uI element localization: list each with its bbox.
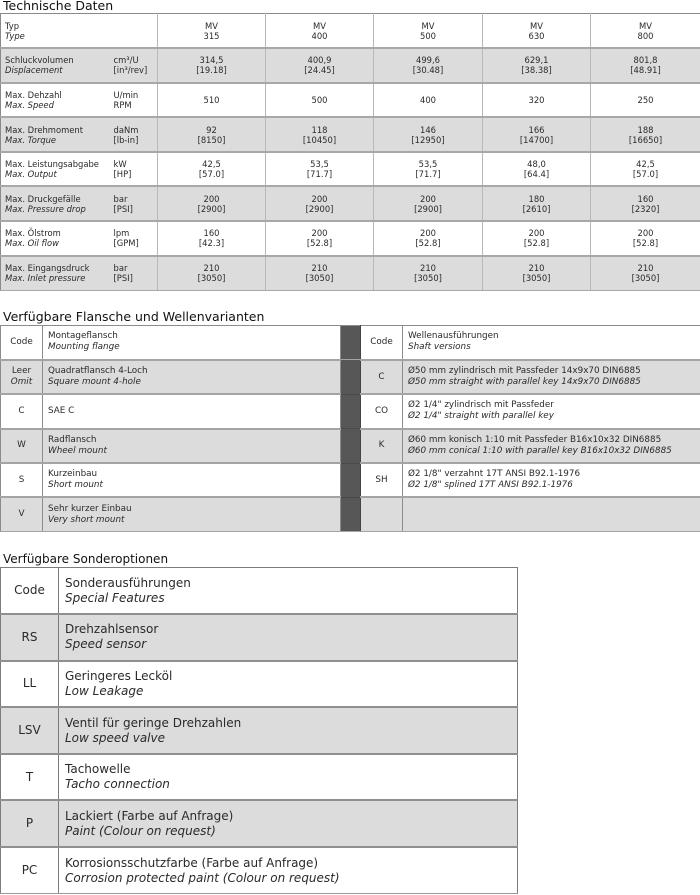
model-name: MV xyxy=(639,20,652,31)
special-option-row xyxy=(1,707,518,754)
value-cell xyxy=(158,186,266,221)
value-imperial: [57.0] xyxy=(632,169,659,180)
value-cell xyxy=(483,186,591,221)
value-imperial: [57.0] xyxy=(198,169,225,180)
option-code xyxy=(1,661,59,708)
shaft-code-value: K xyxy=(378,440,385,451)
unit-imperial: [HP] xyxy=(113,169,132,180)
tech-row xyxy=(1,186,700,221)
option-code xyxy=(1,754,59,801)
value-cell xyxy=(483,117,591,152)
shaft-code xyxy=(361,497,403,531)
value-imperial: [14700] xyxy=(519,134,554,145)
value-imperial: [10450] xyxy=(302,134,337,145)
value-metric: 500 xyxy=(311,94,328,105)
flange-code-value: V xyxy=(18,509,25,520)
option-description xyxy=(59,707,518,754)
shaft-code-value: CO xyxy=(374,405,389,416)
value-imperial: [48.91] xyxy=(630,65,661,76)
unit-imperial: [PSI] xyxy=(113,273,133,284)
value-cell xyxy=(591,83,700,118)
value-metric: 200 xyxy=(528,228,545,239)
value-imperial: [42.3] xyxy=(198,238,225,249)
option-code-value: LSV xyxy=(18,723,41,738)
value-cell xyxy=(483,152,591,187)
option-description-en: Tacho connection xyxy=(65,777,170,792)
option-description xyxy=(59,661,518,708)
value-metric: 250 xyxy=(637,94,654,105)
special-option-row xyxy=(1,754,518,801)
value-metric: 180 xyxy=(528,193,545,204)
option-description-en: Low speed valve xyxy=(65,730,165,745)
parameter-unit xyxy=(110,256,158,291)
parameter-unit xyxy=(110,48,158,83)
value-metric: 146 xyxy=(420,124,436,135)
flange-description-de: Quadratflansch 4-Loch xyxy=(48,366,148,377)
value-cell xyxy=(591,221,700,256)
parameter-label xyxy=(1,48,110,83)
tech-data-table xyxy=(0,13,700,291)
model-name: MV xyxy=(313,20,326,31)
parameter-label-de: Max. Drehmoment xyxy=(5,124,83,135)
option-description-en: Corrosion protected paint (Colour on request) xyxy=(65,870,340,885)
value-metric: 188 xyxy=(637,124,654,135)
model-header xyxy=(266,14,374,49)
model-header xyxy=(483,14,591,49)
value-cell xyxy=(158,256,266,291)
parameter-unit xyxy=(110,117,158,152)
mounting-flange-header-en: Mounting flange xyxy=(48,342,120,353)
unit-metric: lpm xyxy=(113,228,130,239)
tech-data-title: Technische Daten xyxy=(3,0,114,13)
parameter-label-en: Max. Output xyxy=(5,169,57,180)
value-imperial: [71.7] xyxy=(306,169,333,180)
unit-imperial: RPM xyxy=(113,99,132,110)
mounting-flange-header-de: Montageflansch xyxy=(48,331,118,342)
shaft-versions-header-de: Wellenausführungen xyxy=(408,331,499,342)
value-metric: 118 xyxy=(311,124,328,135)
tech-row xyxy=(1,83,700,118)
option-code-value: PC xyxy=(21,863,38,878)
parameter-label-en: Max. Pressure drop xyxy=(5,203,86,214)
option-code xyxy=(1,847,59,894)
value-imperial: [3050] xyxy=(414,273,442,284)
value-imperial: [52.8] xyxy=(523,238,550,249)
special-features-header-de: Sonderausführungen xyxy=(65,575,191,590)
special-options-title: Verfügbare Sonderoptionen xyxy=(3,552,169,566)
value-cell xyxy=(591,117,700,152)
value-cell xyxy=(483,83,591,118)
flange-description-en: Very short mount xyxy=(48,514,125,525)
parameter-label-de: Max. Dehzahl xyxy=(5,89,62,100)
option-description xyxy=(59,847,518,894)
special-option-row xyxy=(1,847,518,894)
option-code xyxy=(1,707,59,754)
value-imperial: [12950] xyxy=(411,134,445,145)
flange-row xyxy=(1,429,700,463)
flange-row xyxy=(1,360,700,394)
flange-description-de: Radflansch xyxy=(48,434,97,445)
unit-cell xyxy=(110,14,158,49)
type-label-de: Typ xyxy=(5,20,20,31)
table-separator xyxy=(341,463,361,497)
tech-row xyxy=(1,48,700,83)
type-label-en: Type xyxy=(5,30,25,41)
special-option-row xyxy=(1,614,518,661)
shaft-code xyxy=(361,463,403,497)
option-description-de: Korrosionsschutzfarbe (Farbe auf Anfrage) xyxy=(65,855,319,870)
option-description xyxy=(59,614,518,661)
shaft-code-value: C xyxy=(378,371,385,382)
option-description-en: Speed sensor xyxy=(65,637,147,652)
value-metric: 200 xyxy=(311,228,328,239)
value-imperial: [19.18] xyxy=(196,65,227,76)
value-imperial: [16650] xyxy=(628,134,663,145)
flange-code xyxy=(1,394,43,428)
value-imperial: [2900] xyxy=(197,203,226,214)
flange-code-value: C xyxy=(18,405,25,416)
table-separator xyxy=(341,360,361,394)
parameter-unit xyxy=(110,83,158,118)
value-cell xyxy=(158,152,266,187)
special-option-row xyxy=(1,800,518,847)
shaft-description-en: Ø50 mm straight with parallel key 14x9x70 DIN6885 xyxy=(408,377,641,388)
option-description-de: Drehzahlsensor xyxy=(65,622,159,637)
model-name: MV xyxy=(205,20,218,31)
parameter-label-en: Max. Speed xyxy=(5,99,54,110)
option-code-value: LL xyxy=(22,676,37,691)
value-cell xyxy=(266,256,374,291)
shaft-description xyxy=(403,429,700,463)
flange-row xyxy=(1,394,700,428)
value-cell xyxy=(374,83,483,118)
flange-code xyxy=(1,463,43,497)
value-cell xyxy=(266,83,374,118)
shaft-description xyxy=(403,394,700,428)
value-cell xyxy=(591,186,700,221)
value-metric: 200 xyxy=(311,193,328,204)
shaft-code-value: SH xyxy=(375,474,388,485)
value-metric: 320 xyxy=(528,94,545,105)
model-name: MV xyxy=(530,20,543,31)
option-code-value: RS xyxy=(21,629,38,644)
parameter-label xyxy=(1,186,110,221)
flange-title: Verfügbare Flansche und Wellenvarianten xyxy=(3,309,265,324)
value-cell xyxy=(374,117,483,152)
value-metric: 200 xyxy=(420,228,436,239)
unit-metric: U/min xyxy=(113,89,139,100)
flange-description xyxy=(43,463,341,497)
value-metric: 210 xyxy=(311,263,328,274)
value-imperial: [3050] xyxy=(522,273,551,284)
special-code-header: Code xyxy=(1,568,59,615)
shaft-description xyxy=(403,463,700,497)
shaft-description-de: Ø2 1/4" zylindrisch mit Passfeder xyxy=(408,400,554,411)
value-cell xyxy=(266,117,374,152)
option-description-en: Paint (Colour on request) xyxy=(65,823,216,838)
value-imperial: [38.38] xyxy=(521,65,552,76)
type-label xyxy=(1,14,110,49)
parameter-label-de: Max. Leistungsabgabe xyxy=(5,159,99,170)
parameter-label xyxy=(1,221,110,256)
shaft-versions-header xyxy=(403,326,700,360)
value-metric: 160 xyxy=(637,193,654,204)
value-cell xyxy=(374,256,483,291)
parameter-label xyxy=(1,83,110,118)
model-header xyxy=(374,14,483,49)
value-metric: 210 xyxy=(203,263,220,274)
value-metric: 48,0 xyxy=(527,159,546,170)
parameter-label-en: Max. Oil flow xyxy=(5,238,59,249)
value-cell xyxy=(483,256,591,291)
value-metric: 801,8 xyxy=(633,55,658,66)
value-cell xyxy=(158,221,266,256)
value-metric: 499,6 xyxy=(416,55,440,66)
shaft-description xyxy=(403,497,700,531)
option-code-value: P xyxy=(25,816,34,831)
flange-description-de: SAE C xyxy=(48,405,75,416)
value-imperial: [52.8] xyxy=(415,238,441,249)
flange-description xyxy=(43,497,341,531)
shaft-description xyxy=(403,360,700,394)
value-imperial: [2320] xyxy=(631,203,660,214)
value-imperial: [30.48] xyxy=(412,65,444,76)
value-metric: 53,5 xyxy=(310,159,329,170)
unit-imperial: [in³/rev] xyxy=(113,65,148,76)
flange-code xyxy=(1,429,43,463)
shaft-description-en: Ø60 mm conical 1:10 with parallel key B16x10x32 DIN6885 xyxy=(408,445,672,456)
parameter-label-en: Max. Inlet pressure xyxy=(5,273,86,284)
flange-description xyxy=(43,360,341,394)
unit-imperial: [PSI] xyxy=(113,203,133,214)
model-size: 800 xyxy=(637,30,654,41)
flange-row xyxy=(1,497,700,531)
flange-description-de: Kurzeinbau xyxy=(48,469,98,480)
option-description xyxy=(59,754,518,801)
unit-metric: cm³/U xyxy=(113,55,139,66)
value-imperial: [52.8] xyxy=(632,238,659,249)
tech-row xyxy=(1,152,700,187)
flange-description xyxy=(43,429,341,463)
flange-code-header: Code xyxy=(1,326,43,360)
option-description-de: Geringeres Lecköl xyxy=(65,668,173,683)
flange-code xyxy=(1,360,43,394)
value-imperial: [24.45] xyxy=(304,65,335,76)
parameter-unit xyxy=(110,186,158,221)
value-imperial: [71.7] xyxy=(415,169,441,180)
value-metric: 629,1 xyxy=(524,55,549,66)
mounting-flange-header xyxy=(43,326,341,360)
value-cell xyxy=(374,221,483,256)
special-features-header xyxy=(59,568,518,615)
flange-code-value: W xyxy=(17,440,26,451)
model-name: MV xyxy=(421,20,435,31)
special-features-header-en: Special Features xyxy=(65,590,165,605)
unit-metric: kW xyxy=(113,159,127,170)
special-option-row xyxy=(1,661,518,708)
shaft-code-header: Code xyxy=(361,326,403,360)
value-cell xyxy=(266,48,374,83)
tech-header-row xyxy=(1,14,700,49)
shaft-description-en: Ø2 1/8" splined 17T ANSI B92.1-1976 xyxy=(408,480,573,491)
shaft-description-de: Ø60 mm konisch 1:10 mit Passfeder B16x10x32 DIN6885 xyxy=(408,434,662,445)
shaft-code xyxy=(361,360,403,394)
value-cell xyxy=(374,48,483,83)
option-code-value: T xyxy=(25,769,34,784)
shaft-code xyxy=(361,429,403,463)
value-metric: 166 xyxy=(528,124,545,135)
table-separator xyxy=(341,429,361,463)
unit-metric: bar xyxy=(113,193,128,204)
flange-header-row xyxy=(1,326,700,360)
unit-imperial: [GPM] xyxy=(113,238,139,249)
value-cell xyxy=(483,221,591,256)
value-imperial: [2900] xyxy=(414,203,442,214)
option-description-de: Tachowelle xyxy=(65,762,131,777)
unit-imperial: [lb-in] xyxy=(113,134,139,145)
parameter-label-de: Max. Eingangsdruck xyxy=(5,263,90,274)
value-metric: 210 xyxy=(528,263,545,274)
value-metric: 160 xyxy=(203,228,220,239)
parameter-label-de: Schluckvolumen xyxy=(5,55,74,66)
tech-row xyxy=(1,221,700,256)
value-imperial: [64.4] xyxy=(523,169,550,180)
model-header xyxy=(158,14,266,49)
table-separator xyxy=(341,394,361,428)
unit-metric: daNm xyxy=(113,124,139,135)
value-cell xyxy=(374,152,483,187)
parameter-label xyxy=(1,152,110,187)
special-options-table xyxy=(0,567,518,894)
flange-shaft-table xyxy=(0,325,700,532)
parameter-unit xyxy=(110,221,158,256)
flange-code-value: Leer xyxy=(11,366,32,377)
option-description-de: Lackiert (Farbe auf Anfrage) xyxy=(65,808,234,823)
model-size: 315 xyxy=(203,30,220,41)
value-imperial: [52.8] xyxy=(306,238,333,249)
shaft-code xyxy=(361,394,403,428)
unit-metric: bar xyxy=(113,263,128,274)
value-metric: 210 xyxy=(637,263,654,274)
option-code xyxy=(1,614,59,661)
flange-description-en: Wheel mount xyxy=(48,445,107,456)
value-metric: 42,5 xyxy=(636,159,655,170)
table-separator xyxy=(341,497,361,531)
flange-code-value: S xyxy=(18,474,25,485)
value-cell xyxy=(158,117,266,152)
model-size: 400 xyxy=(311,30,328,41)
tech-row xyxy=(1,117,700,152)
value-imperial: [3050] xyxy=(197,273,226,284)
value-cell xyxy=(266,186,374,221)
option-description xyxy=(59,800,518,847)
shaft-versions-header-en: Shaft versions xyxy=(408,342,471,353)
shaft-description-de: Ø50 mm zylindrisch mit Passfeder 14x9x70 DIN6885 xyxy=(408,366,641,377)
value-metric: 42,5 xyxy=(202,159,221,170)
shaft-description-en: Ø2 1/4" straight with parallel key xyxy=(408,411,554,422)
value-cell xyxy=(591,152,700,187)
shaft-description-de: Ø2 1/8" verzahnt 17T ANSI B92.1-1976 xyxy=(408,469,581,480)
value-imperial: [2610] xyxy=(522,203,551,214)
option-description-de: Ventil für geringe Drehzahlen xyxy=(65,715,242,730)
parameter-label-en: Displacement xyxy=(5,65,63,76)
value-imperial: [3050] xyxy=(631,273,660,284)
value-cell xyxy=(374,186,483,221)
model-size: 500 xyxy=(420,30,436,41)
value-metric: 210 xyxy=(420,263,436,274)
value-metric: 200 xyxy=(637,228,654,239)
value-metric: 92 xyxy=(206,124,217,135)
value-metric: 200 xyxy=(420,193,436,204)
value-cell xyxy=(591,256,700,291)
parameter-label-de: Max. Druckgefälle xyxy=(5,193,81,204)
parameter-label xyxy=(1,256,110,291)
value-imperial: [8150] xyxy=(197,134,226,145)
value-cell xyxy=(591,48,700,83)
flange-code-value-en: Omit xyxy=(10,377,33,388)
table-separator xyxy=(341,326,361,360)
parameter-label xyxy=(1,117,110,152)
option-description-en: Low Leakage xyxy=(65,683,144,698)
model-size: 630 xyxy=(528,30,545,41)
value-metric: 510 xyxy=(203,94,220,105)
special-header-row xyxy=(1,568,518,615)
value-cell xyxy=(158,48,266,83)
option-code xyxy=(1,800,59,847)
value-metric: 400 xyxy=(420,94,436,105)
flange-code xyxy=(1,497,43,531)
value-cell xyxy=(266,152,374,187)
value-cell xyxy=(483,48,591,83)
value-metric: 314,5 xyxy=(199,55,224,66)
flange-description-en: Square mount 4-hole xyxy=(48,377,141,388)
model-header xyxy=(591,14,700,49)
flange-description xyxy=(43,394,341,428)
value-metric: 400,9 xyxy=(307,55,332,66)
flange-description-en: Short mount xyxy=(48,480,103,491)
parameter-label-en: Max. Torque xyxy=(5,134,57,145)
value-metric: 53,5 xyxy=(418,159,438,170)
parameter-label-de: Max. Ölstrom xyxy=(5,228,61,239)
tech-row xyxy=(1,256,700,291)
value-cell xyxy=(266,221,374,256)
value-imperial: [2900] xyxy=(305,203,334,214)
value-imperial: [3050] xyxy=(305,273,334,284)
flange-row xyxy=(1,463,700,497)
value-metric: 200 xyxy=(203,193,220,204)
value-cell xyxy=(158,83,266,118)
flange-description-de: Sehr kurzer Einbau xyxy=(48,503,132,514)
parameter-unit xyxy=(110,152,158,187)
